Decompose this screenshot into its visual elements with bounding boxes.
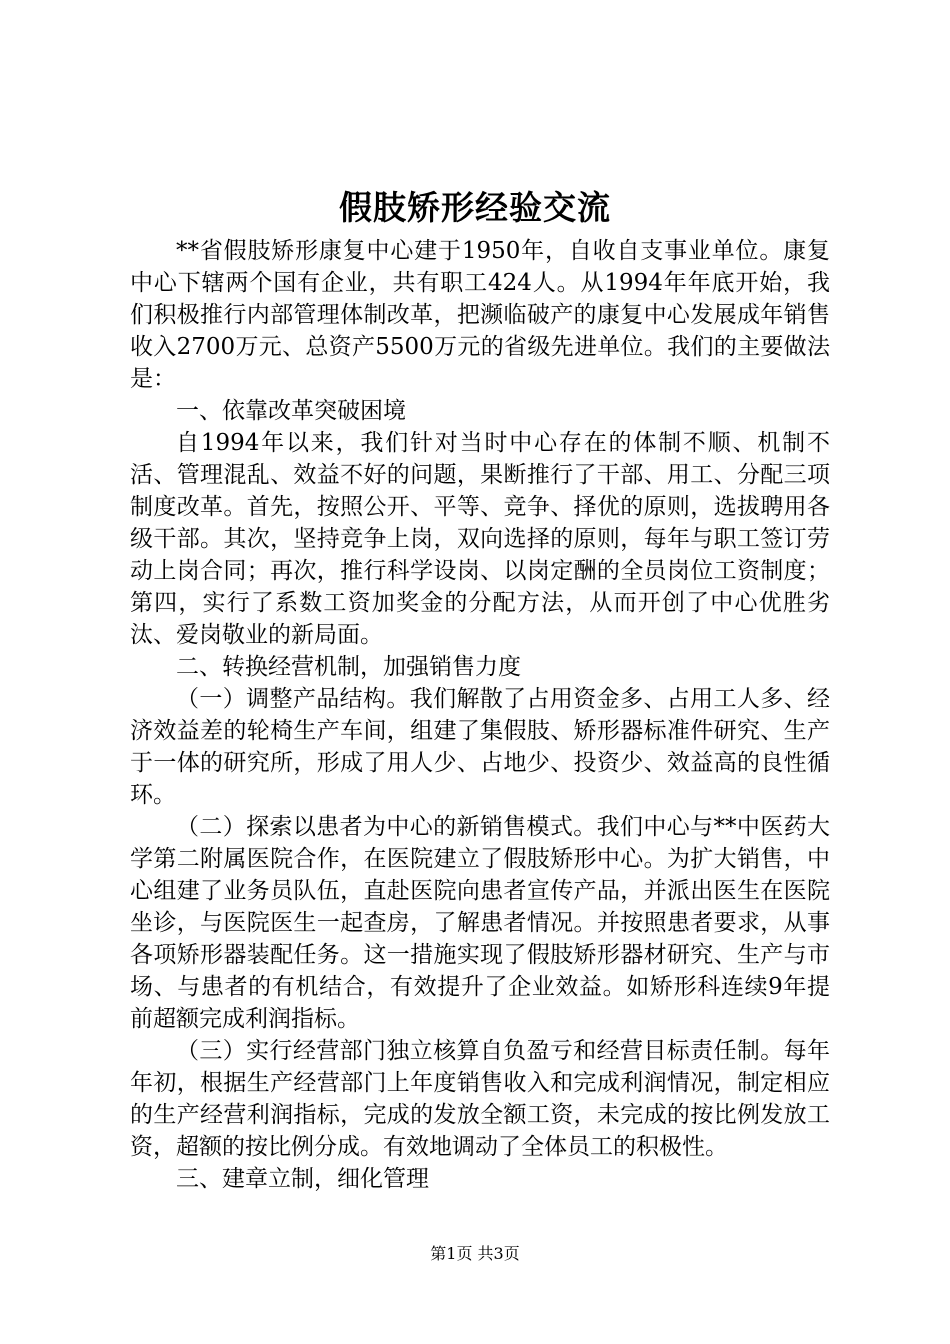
paragraph-intro: **省假肢矫形康复中心建于1950年，自收自支事业单位。康复中心下辖两个国有企业，共有职工424人。从1994年年底开始，我们积极推行内部管理体制改革，把濒临破产的康复中心发展成年销售收入2700万元、总资产5500万元的省级先进单位。我们的主要做法是：	[130, 238, 830, 392]
section-heading-2: 二、转换经营机制，加强销售力度	[176, 654, 521, 680]
paragraph-section-2-item-1: （一）调整产品结构。我们解散了占用资金多、占用工人多、经济效益差的轮椅生产车间，组建了集假肢、矫形器标准件研究、生产于一体的研究所，形成了用人少、占地少、投资少、效益高的良性循环。	[130, 686, 830, 808]
paragraph-section-2-item-2: （二）探索以患者为中心的新销售模式。我们中心与**中医药大学第二附属医院合作，在医院建立了假肢矫形中心。为扩大销售，中心组建了业务员队伍，直赴医院向患者宣传产品，并派出医生在医院坐诊，与医院医生一起查房，了解患者情况。并按照患者要求，从事各项矫形器装配任务。这一措施实现了假肢矫形器材研究、生产与市场、与患者的有机结合，有效提升了企业效益。如矫形科连续9年提前超额完成利润指标。	[130, 814, 830, 1032]
page-footer: 第1页 共3页	[430, 1244, 520, 1263]
document-body	[130, 235, 830, 1195]
section-heading-3: 三、建章立制，细化管理	[176, 1166, 429, 1192]
document-title: 假肢矫形经验交流	[339, 188, 611, 227]
section-heading-1: 一、依靠改革突破困境	[176, 398, 406, 424]
paragraph-section-1: 自1994年以来，我们针对当时中心存在的体制不顺、机制不活、管理混乱、效益不好的问题，果断推行了干部、用工、分配三项制度改革。首先，按照公开、平等、竞争、择优的原则，选拔聘用各级干部。其次，坚持竞争上岗，双向选择的原则，每年与职工签订劳动上岗合同；再次，推行科学设岗、以岗定酬的全员岗位工资制度；第四，实行了系数工资加奖金的分配方法，从而开创了中心优胜劣汰、爱岗敬业的新局面。	[130, 430, 830, 648]
paragraph-section-2-item-3: （三）实行经营部门独立核算自负盈亏和经营目标责任制。每年年初，根据生产经营部门上年度销售收入和完成利润情况，制定相应的生产经营利润指标，完成的发放全额工资，未完成的按比例发放工资，超额的按比例分成。有效地调动了全体员工的积极性。	[130, 1038, 830, 1160]
